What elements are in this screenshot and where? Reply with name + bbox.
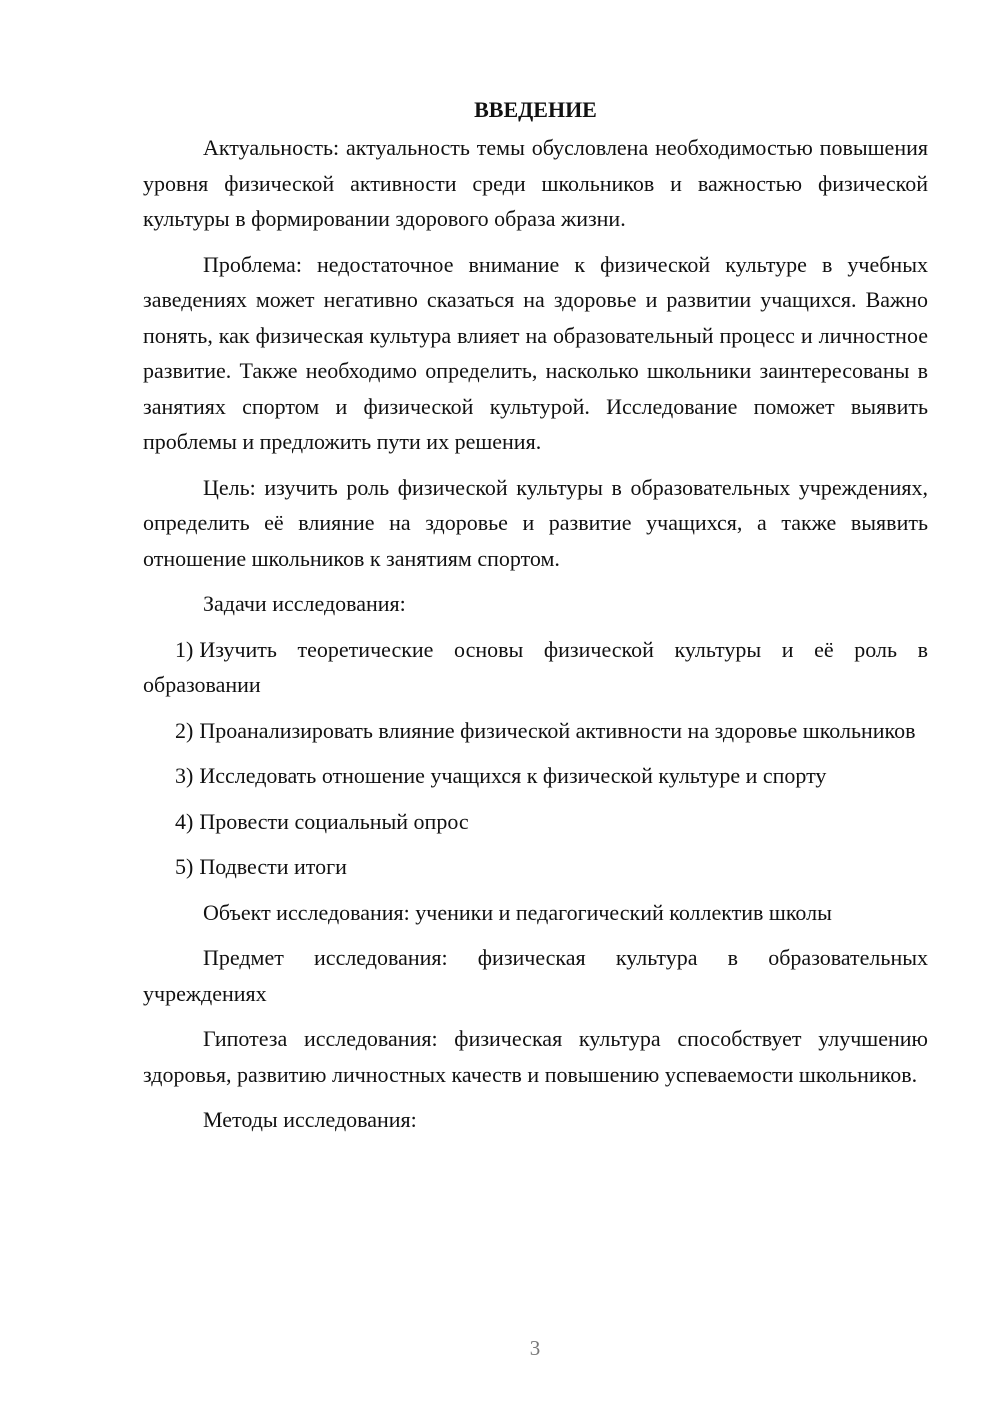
- list-item: [143, 713, 928, 749]
- section-title: ВВЕДЕНИЕ: [474, 97, 597, 122]
- paragraph-goal: Цель: изучить роль физической культуры в образовательных учреждениях, определить её влияние на здоровье и развитие учащихся, а также выявить отношение школьников к занятиям спортом.: [143, 474, 928, 571]
- list-item-text: Изучить теоретические основы физической культуры и её роль в образовании: [143, 636, 928, 697]
- list-item-number: 2): [175, 717, 194, 743]
- paragraph-subject: Предмет исследования: физическая культура в образовательных учреждениях: [143, 945, 928, 1006]
- paragraph-methods: Методы исследования:: [203, 1107, 417, 1132]
- list-item-number: 4): [175, 808, 194, 834]
- list-item: [143, 632, 928, 703]
- paragraph-hypothesis: Гипотеза исследования: физическая культура способствует улучшению здоровья, развитию личностных качеств и повышению успеваемости школьников.: [143, 1026, 928, 1087]
- list-item-number: 5): [175, 854, 194, 879]
- tasks-list: [143, 632, 928, 885]
- list-item-number: 3): [175, 763, 194, 788]
- paragraph-relevance: Актуальность: актуальность темы обусловлена необходимостью повышения уровня физической активности среди школьников и важностью физической культуры в формировании здорового образа жизни.: [143, 135, 928, 231]
- list-item-text: Подвести итоги: [199, 854, 347, 879]
- paragraph-tasks-heading: Задачи исследования:: [203, 591, 406, 616]
- list-item-text: Провести социальный опрос: [199, 808, 469, 834]
- list-item-text: Проанализировать влияние физической активности на здоровье школьников: [199, 717, 916, 743]
- paragraph-problem: Проблема: недостаточное внимание к физической культуре в учебных заведениях может негативно сказаться на здоровье и развитии учащихся. Важно понять, как физическая культура влияет на образовательный процесс и личностное развитие. Также необходимо определить, насколько школьники заинтересованы в занятиях спортом и физической культурой. Исследование поможет выявить проблемы и предложить пути их решения.: [143, 251, 928, 454]
- page-number: 3: [529, 1336, 541, 1360]
- document-body: [143, 92, 928, 1148]
- list-item: [143, 758, 928, 794]
- list-item: [143, 849, 928, 885]
- list-item: [143, 804, 928, 840]
- paragraph-object: Объект исследования: ученики и педагогический коллектив школы: [203, 899, 832, 925]
- list-item-text: Исследовать отношение учащихся к физической культуре и спорту: [199, 763, 827, 788]
- list-item-number: 1): [175, 636, 194, 662]
